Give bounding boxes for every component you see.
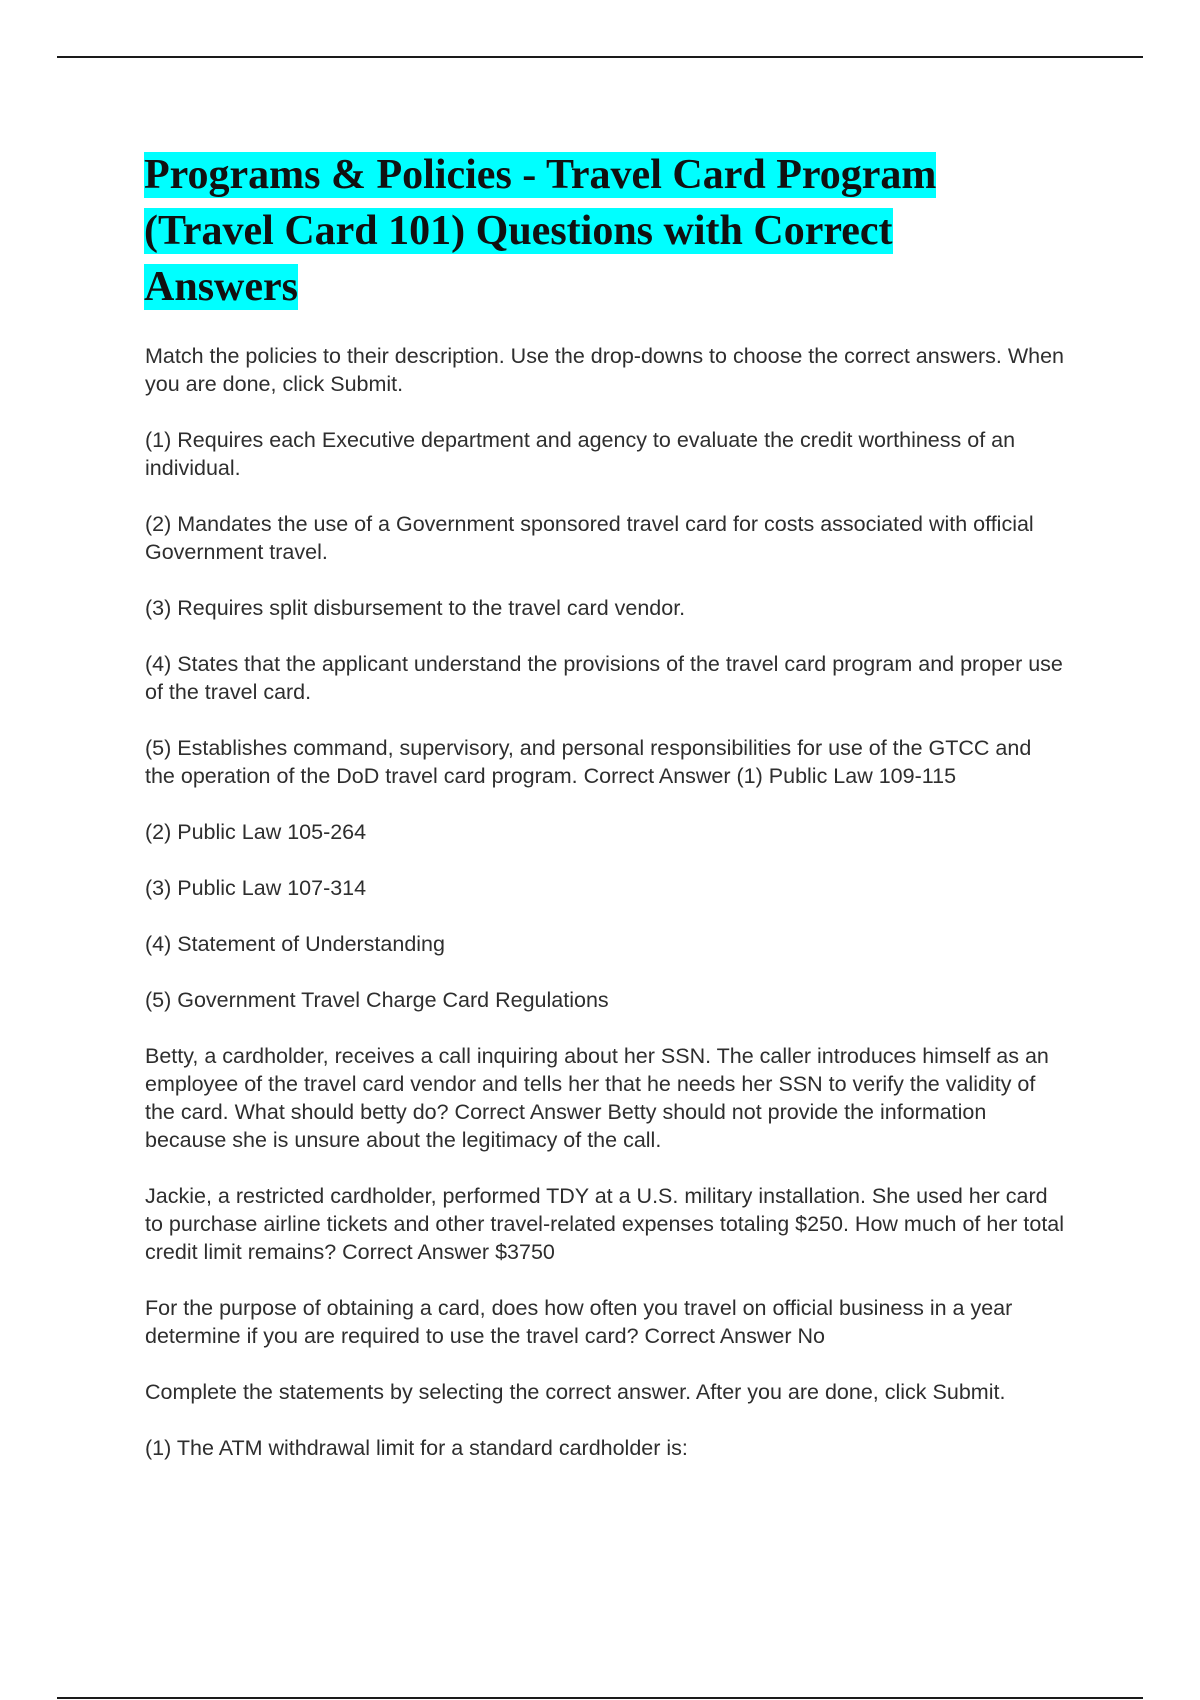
document-body [145,342,1065,1462]
paragraph-item-4: (4) States that the applicant understand the provisions of the travel card program and proper use of the travel card. [145,652,1063,704]
paragraph-question-jackie: Jackie, a restricted cardholder, performed TDY at a U.S. military installation. She used her card to purchase airline tickets and other travel-related expenses totaling $250. How much of her total credit limit remains? Correct Answer $3750 [145,1184,1065,1264]
top-divider [57,56,1143,58]
paragraph-answer-4: (4) Statement of Understanding [145,932,445,956]
paragraph-item-2: (2) Mandates the use of a Government sponsored travel card for costs associated with official Government travel. [145,512,1034,564]
title-highlight: Programs & Policies - Travel Card Program (Travel Card 101) Questions with Correct Answers [144,152,937,310]
paragraph-answer-5: (5) Government Travel Charge Card Regulations [145,988,609,1012]
paragraph-instructions: Match the policies to their description. Use the drop-downs to choose the correct answers. When you are done, click Submit. [145,344,1064,396]
paragraph-question-travel-frequency: For the purpose of obtaining a card, does how often you travel on official business in a year determine if you are required to use the travel card? Correct Answer No [145,1296,1013,1348]
paragraph-question-betty: Betty, a cardholder, receives a call inquiring about her SSN. The caller introduces himself as an employee of the travel card vendor and tells her that he needs her SSN to verify the validity of the card. What should betty do? Correct Answer Betty should not provide the information because she is unsure about the legitimacy of the call. [145,1044,1049,1152]
paragraph-item-1: (1) Requires each Executive department and agency to evaluate the credit worthiness of an individual. [145,428,1016,480]
document-title [144,147,1044,315]
paragraph-answer-3: (3) Public Law 107-314 [145,876,367,900]
paragraph-answer-2: (2) Public Law 105-264 [145,820,367,844]
paragraph-item-5-answer: (5) Establishes command, supervisory, and personal responsibilities for use of the GTCC and the operation of the DoD travel card program. Correct Answer (1) Public Law 109-115 [145,736,1032,788]
bottom-divider [57,1697,1143,1699]
paragraph-atm-limit: (1) The ATM withdrawal limit for a standard cardholder is: [145,1436,688,1460]
paragraph-instructions-complete: Complete the statements by selecting the correct answer. After you are done, click Submit. [145,1380,1006,1404]
paragraph-item-3: (3) Requires split disbursement to the travel card vendor. [145,596,686,620]
